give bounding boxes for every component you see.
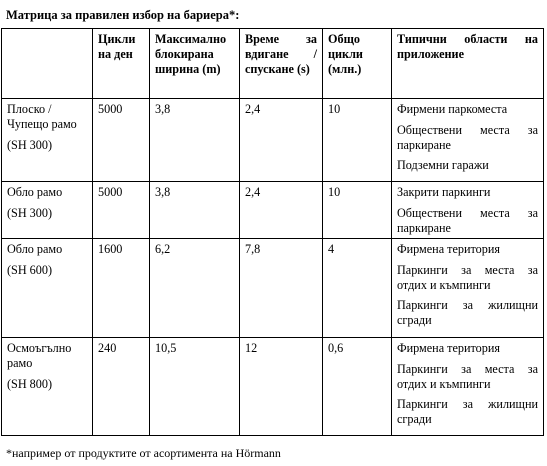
cell-width: 6,2 — [150, 239, 240, 338]
model-label: (SH 300) — [7, 206, 53, 220]
type-label: Осмоъгълно рамо — [7, 341, 72, 370]
cell-time: 2,4 — [240, 182, 323, 239]
type-label: Обло рамо — [7, 242, 63, 256]
header-cycles-per-day: Цикли на ден — [93, 29, 150, 99]
cell-cycles: 5000 — [93, 182, 150, 239]
table-title: Матрица за правилен избор на бариера*: — [6, 8, 240, 22]
header-row — [2, 29, 544, 99]
header-time: Време за вдигане / спускане (s) — [240, 29, 323, 99]
area-item: Паркинги за жилищни сгради — [397, 397, 538, 426]
area-item: Паркинги за места за отдих и къмпинги — [397, 362, 538, 391]
type-line-2: Чупещо рамо — [7, 117, 77, 131]
area-item: Обществени места за паркиране — [397, 123, 538, 152]
area-item: Фирмена територия — [397, 242, 500, 256]
table-row — [2, 338, 544, 436]
area-item: Подземни гаражи — [397, 158, 489, 172]
type-label: Обло рамо — [7, 185, 63, 199]
cell-cycles: 5000 — [93, 99, 150, 182]
model-label: (SH 600) — [7, 263, 53, 277]
cell-type — [2, 338, 93, 436]
cell-total: 4 — [323, 239, 392, 338]
cell-areas — [392, 182, 544, 239]
cell-cycles: 240 — [93, 338, 150, 436]
type-line-1 — [7, 102, 87, 117]
area-item: Паркинги за места за отдих и къмпинги — [397, 263, 538, 292]
area-item: Паркинги за жилищни сгради — [397, 298, 538, 327]
cell-type — [2, 99, 93, 182]
table-row — [2, 99, 544, 182]
table-row — [2, 239, 544, 338]
cell-type — [2, 182, 93, 239]
footnote: *например от продуктите от асортимента на Hörmann — [6, 446, 281, 460]
area-item: Закрити паркинги — [397, 185, 491, 199]
cell-time: 7,8 — [240, 239, 323, 338]
barrier-matrix-table — [1, 28, 544, 436]
cell-time: 2,4 — [240, 99, 323, 182]
cell-width: 3,8 — [150, 182, 240, 239]
cell-cycles: 1600 — [93, 239, 150, 338]
type-label: Плоско / — [7, 102, 52, 116]
header-application-areas: Типични области на приложение — [392, 29, 544, 99]
table-row — [2, 182, 544, 239]
cell-areas — [392, 338, 544, 436]
header-max-width: Максимално блокирана ширина (m) — [150, 29, 240, 99]
cell-total: 0,6 — [323, 338, 392, 436]
model-label: (SH 800) — [7, 377, 53, 391]
area-item: Фирмени паркоместа — [397, 102, 508, 116]
cell-total: 10 — [323, 182, 392, 239]
header-type — [2, 29, 93, 99]
cell-width: 10,5 — [150, 338, 240, 436]
cell-type — [2, 239, 93, 338]
cell-time: 12 — [240, 338, 323, 436]
cell-total: 10 — [323, 99, 392, 182]
cell-width: 3,8 — [150, 99, 240, 182]
header-total-cycles: Общо цикли (млн.) — [323, 29, 392, 99]
cell-areas — [392, 239, 544, 338]
model-label: (SH 300) — [7, 138, 53, 152]
cell-areas — [392, 99, 544, 182]
area-item: Обществени места за паркиране — [397, 206, 538, 235]
area-item: Фирмена територия — [397, 341, 500, 355]
